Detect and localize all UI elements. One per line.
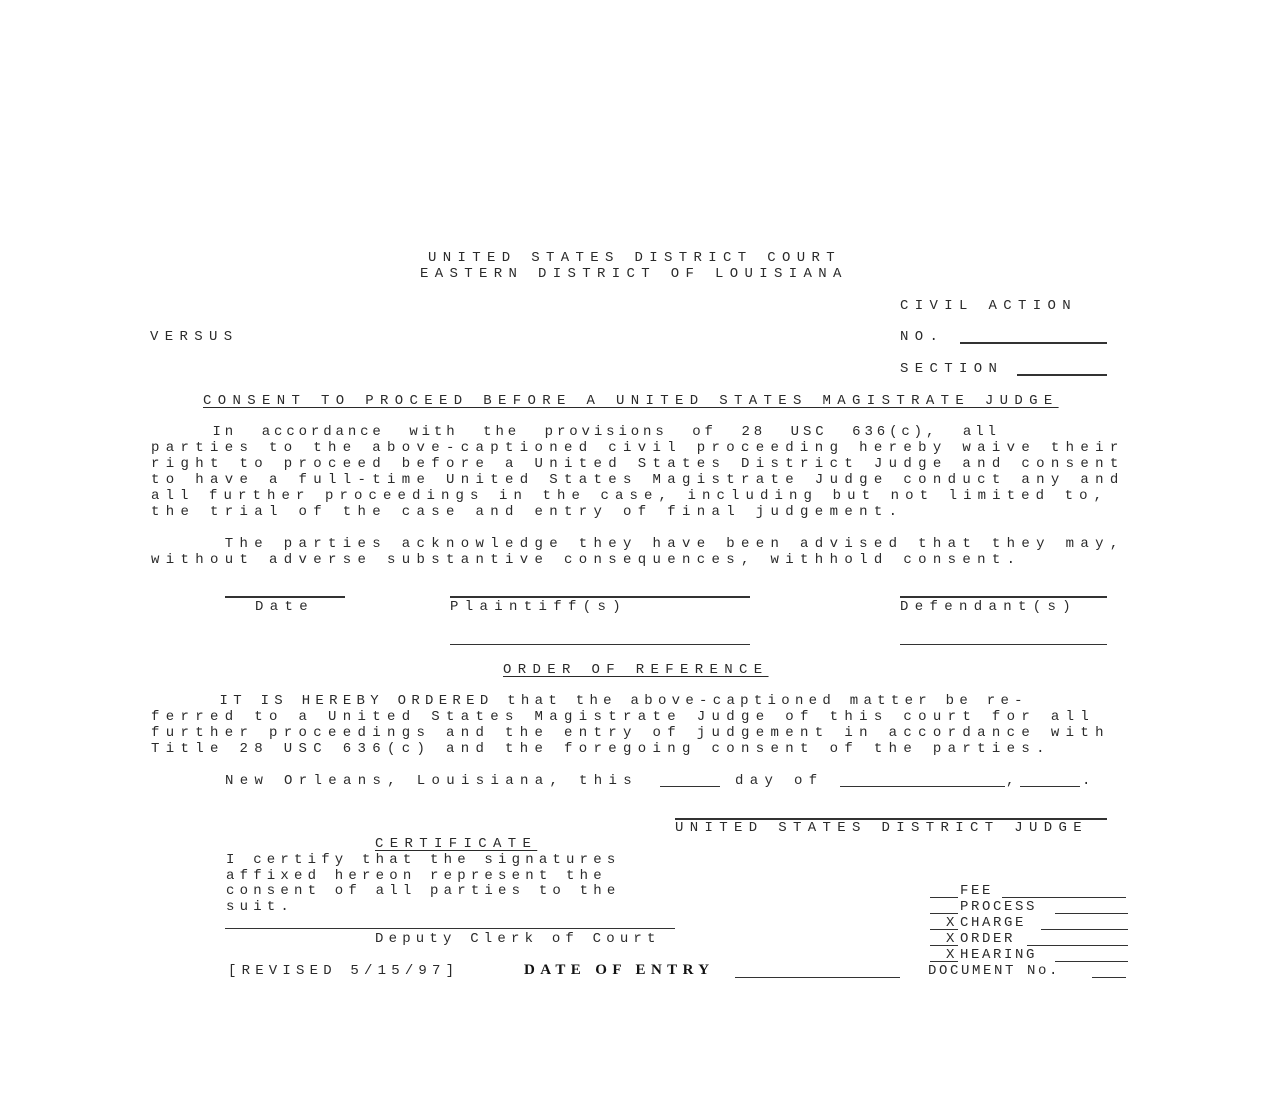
document-number-label: DOCUMENT No. [928,963,1061,979]
versus-label: VERSUS [150,329,239,345]
case-number-label: NO. [900,329,945,345]
fee-mark-field[interactable] [930,897,958,898]
paragraph-line: all further proceedings in the case, including but not limited to, [151,488,1109,504]
charge-label: CHARGE [960,915,1027,931]
certificate-line: suit. [226,899,295,915]
dated-comma: , [1006,773,1021,789]
hearing-mark[interactable]: X [946,947,958,963]
day-of-label: day of [735,773,824,789]
charge-mark[interactable]: X [946,915,958,931]
plaintiffs-label: Plaintiff(s) [450,599,628,615]
date-signature-line[interactable] [225,596,345,598]
consent-title: CONSENT TO PROCEED BEFORE A UNITED STATES MAGISTRATE JUDGE [203,393,1059,409]
section-field[interactable] [1017,374,1107,376]
process-label: PROCESS [960,899,1038,915]
paragraph-line: In accordance with the provisions of 28 USC 636(c), all [151,424,1000,440]
paragraph-line: to have a full-time United States Magistrate Judge conduct any and [151,472,1125,488]
order-mark[interactable]: X [946,931,958,947]
certificate-line: consent of all parties to the [226,883,621,899]
paragraph-line: ferred to a United States Magistrate Judge of this court for all [151,709,1096,725]
defendant-signature-line-1[interactable] [900,596,1107,598]
order-label: ORDER [960,931,1016,947]
defendant-signature-line-2[interactable] [900,644,1107,645]
process-value-field[interactable] [1055,913,1128,914]
defendants-label: Defendant(s) [900,599,1078,615]
civil-action-label: CIVIL ACTION [900,298,1078,314]
plaintiff-signature-line-1[interactable] [450,596,750,598]
date-label: Date [255,599,315,615]
day-field[interactable] [660,786,720,787]
paragraph-line: without adverse substantive consequences, withhold consent. [151,552,1022,568]
order-title: ORDER OF REFERENCE [503,662,769,678]
certificate-title: CERTIFICATE [375,836,538,852]
revised-date: [REVISED 5/15/97] [228,963,460,979]
month-field[interactable] [840,786,1005,787]
paragraph-line: further proceedings and the entry of judgement in accordance with [151,725,1110,741]
year-field[interactable] [1020,786,1080,787]
hearing-value-field[interactable] [1055,961,1128,962]
hearing-label: HEARING [960,947,1038,963]
fee-label: FEE [960,883,994,899]
paragraph-line: The parties acknowledge they have been advised that they may, [151,536,1125,552]
paragraph-line: IT IS HEREBY ORDERED that the above-captioned matter be re- [151,693,1028,709]
date-of-entry-field[interactable] [735,977,900,978]
court-name: UNITED STATES DISTRICT COURT [428,250,842,266]
document-number-field[interactable] [1092,977,1126,978]
clerk-label: Deputy Clerk of Court [375,931,661,947]
dated-period: . [1082,773,1097,789]
judge-label: UNITED STATES DISTRICT JUDGE [675,820,1089,836]
district-name: EASTERN DISTRICT OF LOUISIANA [420,266,848,282]
charge-value-field[interactable] [1041,929,1128,930]
paragraph-line: Title 28 USC 636(c) and the foregoing consent of the parties. [151,741,1051,757]
plaintiff-signature-line-2[interactable] [450,644,750,645]
clerk-signature-line[interactable] [225,928,675,929]
certificate-line: I certify that the signatures [226,852,621,868]
certificate-line: affixed hereon represent the [226,868,607,884]
paragraph-line: the trial of the case and entry of final judgement. [151,504,904,520]
date-of-entry-label: DATE OF ENTRY [524,962,715,978]
dated-prefix: New Orleans, Louisiana, this [225,773,639,789]
paragraph-line: parties to the above-captioned civil proceeding hereby waive their [151,440,1125,456]
process-mark-field[interactable] [930,913,958,914]
fee-value-field[interactable] [1002,897,1126,898]
case-number-field[interactable] [960,342,1107,344]
paragraph-line: right to proceed before a United States District Judge and consent [151,456,1125,472]
section-label: SECTION [900,361,1004,377]
order-value-field[interactable] [1027,945,1128,946]
